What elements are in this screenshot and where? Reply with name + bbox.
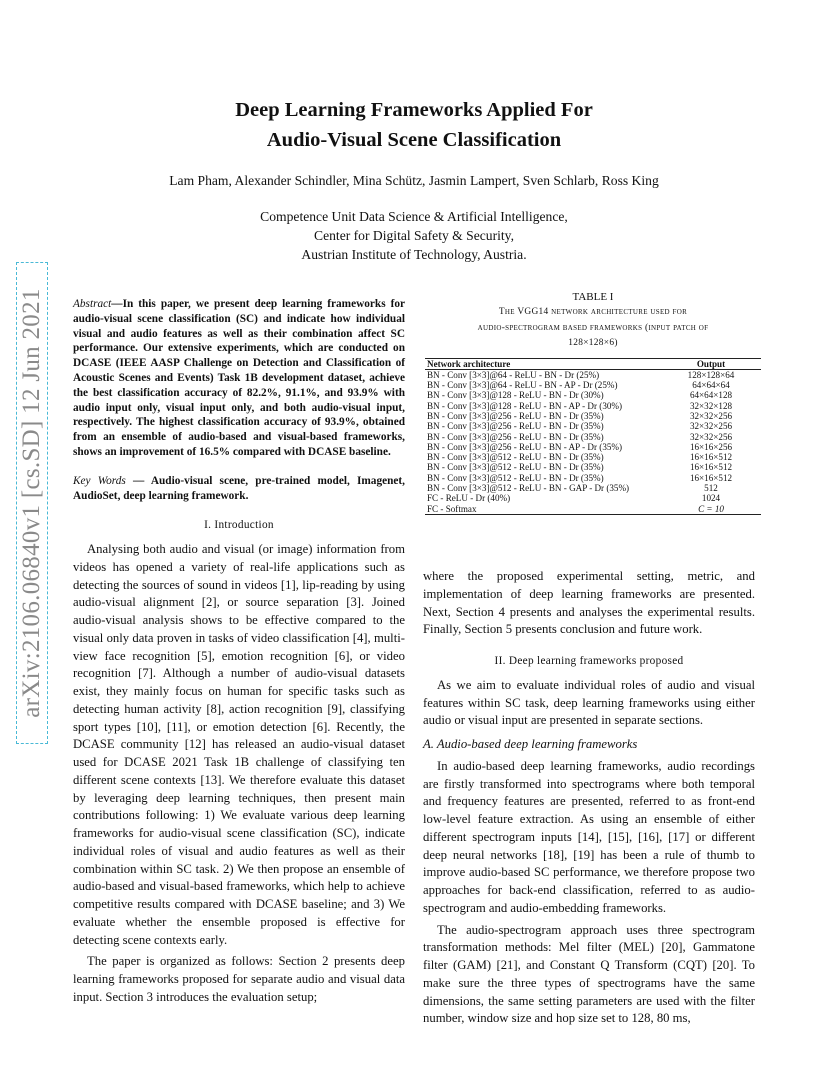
table-cell-layer: BN - Conv [3×3]@128 - ReLU - BN - AP - Dr (30%) bbox=[427, 400, 623, 411]
table-vgg14 bbox=[423, 291, 763, 515]
table-cell-layer: BN - Conv [3×3]@512 - ReLU - BN - Dr (35%) bbox=[427, 452, 604, 463]
table-row bbox=[425, 493, 761, 503]
section-heading-introduction: I. Introduction bbox=[204, 519, 274, 532]
keywords-label: Key Words bbox=[73, 474, 126, 487]
introduction-paragraph-1: Analysing both audio and visual (or image) information from videos has opened a variety of real-life applications such as detecting the sources of sound in videos [1], lip-reading by using audio-visual alignment [2], or source separation [3]. Joined audio-visual analysis shows to be effective compared to the visual only data proven in tasks of video classification [4], multi-view face recognition [5], emotion recognition [6], or video recognition [7]. Although a number of audio-visual datasets exist, they mainly focus on human for specific tasks such as detecting human activity [8], action recognition [9], classifying sport types [10], [11], or emotion detection [6]. Recently, the DCASE community [12] has released an audio-visual dataset used for DCASE 2021 Task 1B challenge of classifying ten different scene contexts [13]. We therefore evaluate this dataset by leveraging deep learning techniques, then present main contributions following: 1) We evaluate various deep learning frameworks for audio-visual scene classification (SC), indicate individual roles of visual and audio features as well as their combination within SC task. 2) We then propose an ensemble of audio-based and visual-based frameworks, which help to achieve competitive results compared with DCASE baseline; and 3) We evaluate whether the ensemble proposed is effective for detecting scene contexts early. bbox=[73, 542, 405, 947]
architecture-table bbox=[425, 358, 761, 515]
abstract-text: —In this paper, we present deep learning frameworks for audio-visual scene classification (SC) and indicate how individual visual and audio features as well as their combination affect SC performance. Our extensive experiments, which are conducted on DCASE (IEEE AASP Challenge on Detection and Classification of Acoustic Scenes and Events) Task 1B development dataset, achieve the best classification accuracy of 82.2%, 91.1%, and 93.9% with audio input only, visual input only, and both audio-visual input, respectively. The highest classification accuracy of 93.9%, obtained from an ensemble of audio-based and visual-based frameworks, shows an improvement of 16.5% compared with DCASE baseline. bbox=[73, 298, 405, 458]
table-cell-layer: BN - Conv [3×3]@64 - ReLU - BN - Dr (25%) bbox=[427, 369, 600, 380]
arxiv-identifier: arXiv:2106.06840v1 [cs.SD] 12 Jun 2021 bbox=[18, 288, 45, 718]
table-label: TABLE I bbox=[572, 291, 614, 303]
table-cell-output: 16×16×256 bbox=[689, 441, 733, 452]
affiliation bbox=[0, 207, 828, 264]
table-cell-layer: BN - Conv [3×3]@512 - ReLU - BN - Dr (35%) bbox=[427, 472, 604, 483]
frameworks-paragraph-1: As we aim to evaluate individual roles of audio and visual features within SC task, deep learning frameworks using either audio or visual input are presented in separate sections. bbox=[423, 677, 755, 728]
table-row bbox=[425, 380, 761, 390]
table-caption-line-3: 128×128×6) bbox=[568, 338, 618, 348]
table-row bbox=[425, 452, 761, 462]
table-row bbox=[425, 369, 761, 380]
table-cell-layer: BN - Conv [3×3]@512 - ReLU - BN - Dr (35%) bbox=[427, 462, 604, 473]
table-cell-layer: BN - Conv [3×3]@512 - ReLU - BN - GAP - Dr (35%) bbox=[427, 483, 630, 494]
table-cell-layer: FC - Softmax bbox=[425, 504, 661, 515]
affiliation-line-3: Austrian Institute of Technology, Austria. bbox=[301, 247, 527, 262]
table-row bbox=[425, 462, 761, 472]
table-row bbox=[425, 504, 761, 515]
table-header-row bbox=[425, 358, 761, 369]
table-cell-output: 16×16×512 bbox=[689, 452, 733, 463]
table-caption-line-1: The VGG14 network architecture used for bbox=[498, 307, 688, 317]
keywords-text: — Audio-visual scene, pre-trained model, Imagenet, AudioSet, deep learning framework. bbox=[73, 474, 405, 502]
audio-paragraph-1: In audio-based deep learning frameworks, audio recordings are firstly transformed into spectrograms where both temporal and frequency features are presented, referred to as front-end low-level feature extraction. As using an ensemble of either different spectrogram inputs [14], [15], [16], [17] or different deep neural networks [18], [19] has been a rule of thumb to improve audio-based SC performance, we therefore propose two approaches for back-end classification, referred to as audio-spectrogram and audio-embedding frameworks. bbox=[423, 758, 755, 915]
affiliation-line-2: Center for Digital Safety & Security, bbox=[314, 228, 514, 243]
table-cell-output: 128×128×64 bbox=[687, 369, 735, 380]
table-cell-layer: BN - Conv [3×3]@256 - ReLU - BN - AP - Dr (35%) bbox=[427, 441, 623, 452]
table-cell-layer: BN - Conv [3×3]@128 - ReLU - BN - Dr (30%) bbox=[427, 390, 604, 401]
introduction-paragraph-2: The paper is organized as follows: Section 2 presents deep learning frameworks proposed for separate audio and visual data input. Section 3 introduces the evaluation setup; bbox=[73, 954, 405, 1004]
table-caption-line-2: audio-spectrogram based frameworks (input patch of bbox=[477, 322, 709, 333]
right-column bbox=[423, 568, 755, 1028]
table-cell-layer: BN - Conv [3×3]@256 - ReLU - BN - Dr (35%) bbox=[427, 410, 604, 421]
table-row bbox=[425, 411, 761, 421]
table-header-output: Output bbox=[661, 358, 761, 369]
table-header-architecture: Network architecture bbox=[425, 358, 661, 369]
table-row bbox=[425, 390, 761, 400]
paper-title bbox=[0, 95, 828, 155]
title-line-1: Deep Learning Frameworks Applied For bbox=[235, 99, 593, 121]
table-cell-output: 16×16×512 bbox=[689, 462, 733, 473]
table-row bbox=[425, 421, 761, 431]
abstract-label: Abstract bbox=[73, 298, 112, 310]
table-cell-output: 1024 bbox=[701, 493, 721, 504]
table-cell-layer: BN - Conv [3×3]@64 - ReLU - BN - AP - Dr (25%) bbox=[427, 380, 618, 391]
table-caption bbox=[423, 305, 763, 352]
title-line-2: Audio-Visual Scene Classification bbox=[266, 129, 562, 151]
table-cell-output: 32×32×256 bbox=[689, 431, 733, 442]
keywords bbox=[73, 474, 405, 504]
audio-paragraph-2: The audio-spectrogram approach uses three spectrogram transformation methods: Mel filter (MEL) [20], Gammatone filter (GAM) [21], and Constant Q Transform (CQT) [20]. To make sure the three types of spectrograms have the same dimensions, the same setting parameters are used with the filter number, window size and hop size set to 128, 80 ms, bbox=[423, 922, 755, 1026]
table-cell-layer: BN - Conv [3×3]@256 - ReLU - BN - Dr (35%) bbox=[427, 421, 604, 432]
arxiv-stamp bbox=[16, 262, 48, 744]
table-cell-output: 32×32×256 bbox=[689, 410, 733, 421]
table-row bbox=[425, 473, 761, 483]
affiliation-line-1: Competence Unit Data Science & Artificial Intelligence, bbox=[260, 209, 568, 224]
table-row bbox=[425, 483, 761, 493]
table-cell-layer: FC - ReLU - Dr (40%) bbox=[427, 493, 511, 504]
table-row bbox=[425, 401, 761, 411]
table-cell-layer: BN - Conv [3×3]@256 - ReLU - BN - Dr (35%) bbox=[427, 431, 604, 442]
table-cell-output: 32×32×128 bbox=[689, 400, 733, 411]
table-cell-output: 16×16×512 bbox=[689, 472, 733, 483]
table-row bbox=[425, 442, 761, 452]
introduction-paragraph-2-continued: where the proposed experimental setting, metric, and implementation of deep learning frameworks are presented. Next, Section 4 presents and analyses the experimental results. Finally, Section 5 presents conclusion and future work. bbox=[423, 569, 755, 637]
table-cell-output: 64×64×64 bbox=[692, 380, 730, 391]
table-cell-output: 32×32×256 bbox=[689, 421, 733, 432]
table-cell-output: 64×64×128 bbox=[689, 390, 733, 401]
table-cell-output: 512 bbox=[704, 483, 718, 494]
table-cell-output: C = 10 bbox=[661, 504, 761, 515]
table-row bbox=[425, 432, 761, 442]
left-column bbox=[73, 297, 405, 1007]
abstract bbox=[73, 297, 405, 460]
subsection-heading-audio: A. Audio-based deep learning frameworks bbox=[423, 737, 638, 751]
section-heading-frameworks: II. Deep learning frameworks proposed bbox=[494, 655, 684, 667]
author-list: Lam Pham, Alexander Schindler, Mina Schütz, Jasmin Lampert, Sven Schlarb, Ross King bbox=[169, 173, 659, 188]
